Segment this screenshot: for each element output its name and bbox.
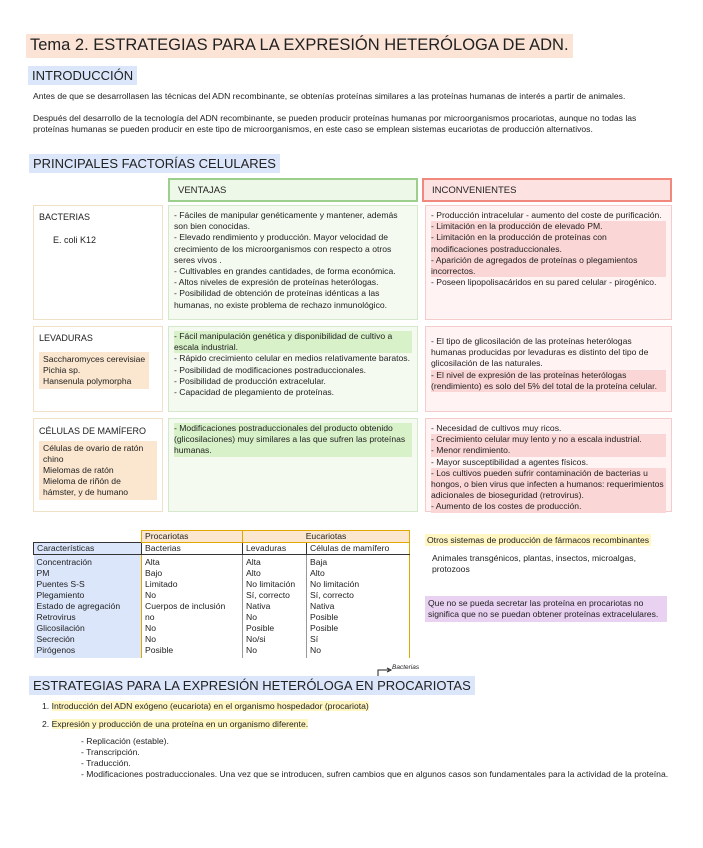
table-cell: No bbox=[145, 623, 156, 633]
mamifero-inconveniente-4: - Mayor susceptibilidad a agentes físicos. bbox=[431, 456, 589, 467]
estrategias-item-1-text: Introducción del ADN exógeno (eucariota) en el organismo hospedador (procariota) bbox=[51, 701, 369, 711]
bacterias-ventajas bbox=[168, 205, 418, 320]
char-concentracion: Concentración bbox=[36, 557, 92, 567]
char-glicosilacion: Glicosilación bbox=[36, 623, 85, 633]
table-cell: Sí bbox=[310, 634, 319, 644]
estrategias-item-1: 1. Introducción del ADN exógeno (eucariota) en el organismo hospedador (procariota) bbox=[42, 701, 369, 711]
bacterias-inconveniente-5: - Poseen lipopolisacáridos en su pared celular - pirogénico. bbox=[431, 277, 657, 288]
table-cell: No limitación bbox=[310, 579, 360, 589]
levaduras-ventaja-4: - Posibilidad de producción extracelular. bbox=[174, 375, 326, 386]
table-cell: Posible bbox=[310, 623, 339, 633]
otros-note: Que no se pueda secretar las proteína en procariotas no significa que no se puedan obtener proteínas extracelulares. bbox=[425, 596, 667, 622]
list-item: - Transcripción. bbox=[81, 747, 140, 757]
estrategias-item-2: 2. Expresión y producción de una proteína en un organismo diferente. bbox=[42, 719, 309, 729]
list-item: - Traducción. bbox=[81, 758, 131, 768]
table-cell: Posible bbox=[246, 623, 275, 633]
table-cell: Alto bbox=[246, 568, 261, 578]
mamifero-inconveniente-2: - Crecimiento celular muy lento y no a escala industrial. bbox=[431, 434, 666, 445]
row-bacterias-label-box bbox=[33, 205, 163, 320]
table-cell: No bbox=[246, 612, 257, 622]
levaduras-column bbox=[243, 555, 307, 659]
estrategias-item-2-text: Expresión y producción de una proteína en un organismo diferente. bbox=[51, 719, 309, 729]
bacterias-ventaja-3: - Cultivables en grandes cantidades, de forma económica. bbox=[174, 266, 396, 277]
mamifero-example-2: Mielomas de ratón bbox=[43, 465, 114, 476]
char-agregacion: Estado de agregación bbox=[36, 601, 121, 611]
table-cell: Nativa bbox=[246, 601, 271, 611]
table-cell: Bajo bbox=[145, 568, 163, 578]
mamifero-example-1: Células de ovario de ratón chino bbox=[43, 443, 144, 465]
table-cell: No bbox=[246, 645, 257, 655]
table-cell: No limitación bbox=[246, 579, 296, 589]
mamifero-ventaja-1: - Modificaciones postraduccionales del producto obtenido (glicosilaciones) muy similares a las que sufren las proteínas humanas. bbox=[174, 423, 412, 457]
factorias-heading: PRINCIPALES FACTORÍAS CELULARES bbox=[29, 154, 280, 173]
bacterias-inconvenientes bbox=[425, 205, 672, 320]
char-secrecion: Secreción bbox=[36, 634, 75, 644]
table-cell: Cuerpos de inclusión bbox=[145, 601, 226, 611]
levaduras-example-2: Pichia sp. bbox=[43, 365, 81, 376]
levaduras-ventaja-5: - Capacidad de plegamiento de proteínas. bbox=[174, 387, 335, 398]
mamifero-inconveniente-6: - Aumento de los costes de producción. bbox=[431, 501, 666, 512]
levaduras-ventaja-2: - Rápido crecimiento celular en medios relativamente baratos. bbox=[174, 353, 410, 364]
col-header-bacterias: Bacterias bbox=[142, 543, 243, 555]
table-body-row bbox=[34, 555, 410, 659]
levaduras-examples bbox=[39, 352, 149, 389]
row-bacterias-example: E. coli K12 bbox=[53, 235, 97, 246]
table-cell: No bbox=[310, 645, 321, 655]
estrategias-heading: ESTRATEGIAS PARA LA EXPRESIÓN HETERÓLOGA EN PROCARIOTAS bbox=[29, 676, 475, 695]
characteristics-cell bbox=[34, 555, 142, 659]
mamifero-inconveniente-1: - Necesidad de cultivos muy ricos. bbox=[431, 423, 562, 433]
row-mamifero-label-box bbox=[33, 418, 163, 512]
inconvenientes-header: INCONVENIENTES bbox=[422, 178, 672, 202]
list-item: - Modificaciones postraduccionales. Una vez que se introducen, sufren cambios que en algunos casos son fundamentales para la actividad de la proteína. bbox=[81, 769, 669, 779]
row-mamifero-name: CÉLULAS DE MAMÍFERO bbox=[39, 426, 147, 436]
row-levaduras-label-box bbox=[33, 326, 163, 412]
bacterias-inconveniente-3: - Limitación en la producción de proteínas con modificaciones postraduccionales. bbox=[431, 232, 666, 254]
annotation-bacterias: Bacterias bbox=[392, 664, 420, 671]
group-header-eucariotas: Eucariotas bbox=[243, 531, 410, 543]
table-header-row bbox=[34, 543, 410, 555]
table-cell: Limitado bbox=[145, 579, 178, 589]
group-header-procariotas: Procariotas bbox=[142, 531, 243, 543]
levaduras-ventajas bbox=[168, 326, 418, 412]
estrategias-sublist bbox=[81, 736, 681, 780]
table-cell: Nativa bbox=[310, 601, 335, 611]
bacterias-inconveniente-2: - Limitación en la producción de elevado PM. bbox=[431, 221, 666, 232]
mamifero-example-3: Mieloma de riñón de hámster, y de humano bbox=[43, 476, 129, 498]
levaduras-ventaja-3: - Posibilidad de modificaciones postraduccionales. bbox=[174, 364, 367, 375]
bacterias-ventaja-1: - Fáciles de manipular genéticamente y mantener, además son bien conocidas. bbox=[174, 210, 398, 232]
ventajas-header: VENTAJAS bbox=[168, 178, 418, 202]
levaduras-inconvenientes bbox=[425, 326, 672, 412]
char-pm: PM bbox=[36, 568, 50, 578]
char-pirogenos: Pirógenos bbox=[36, 645, 76, 655]
levaduras-example-3: Hansenula polymorpha bbox=[43, 376, 132, 387]
otros-heading: Otros sistemas de producción de fármacos recombinantes bbox=[427, 535, 650, 545]
table-cell: no bbox=[145, 612, 155, 622]
col-header-mamifero: Células de mamífero bbox=[307, 543, 410, 555]
otros-text: Animales transgénicos, plantas, insectos, microalgas, protozoos bbox=[432, 553, 636, 574]
table-group-header-row bbox=[34, 531, 410, 543]
mamifero-ventajas bbox=[168, 418, 418, 512]
table-cell: Posible bbox=[145, 645, 174, 655]
bacterias-ventaja-4: - Altos niveles de expresión de proteínas heterólogas. bbox=[174, 277, 379, 288]
page-title: Tema 2. ESTRATEGIAS PARA LA EXPRESIÓN HETERÓLOGA DE ADN. bbox=[26, 34, 573, 58]
mamifero-inconveniente-5: - Los cultivos pueden sufrir contaminación de bacterias u hongos, o bien virus que infecten a humanos: requerimientos adicionales de bioseguridad (retrovirus). bbox=[431, 468, 666, 502]
row-levaduras-name: LEVADURAS bbox=[39, 333, 93, 343]
col-header-levaduras: Levaduras bbox=[243, 543, 307, 555]
table-cell: Alta bbox=[246, 557, 261, 567]
char-plegamiento: Plegamiento bbox=[36, 590, 85, 600]
bacterias-inconveniente-1: - Producción intracelular - aumento del coste de purificación. bbox=[431, 210, 662, 220]
mamifero-inconveniente-3: - Menor rendimiento. bbox=[431, 445, 666, 456]
bacterias-column bbox=[142, 555, 243, 659]
levaduras-inconveniente-2: - El nivel de expresión de las proteínas heterólogas (rendimiento) es solo del 5% del total de la proteína celular. bbox=[431, 370, 666, 392]
table-cell: Alto bbox=[310, 568, 325, 578]
col-header-caracteristicas: Características bbox=[34, 543, 142, 555]
table-cell: No bbox=[145, 590, 156, 600]
comparison-table-wrapper bbox=[33, 530, 410, 658]
mamifero-examples bbox=[39, 441, 157, 500]
table-cell: No bbox=[145, 634, 156, 644]
list-item: - Replicación (estable). bbox=[81, 736, 169, 746]
char-puentes: Puentes S-S bbox=[36, 579, 85, 589]
table-cell: Baja bbox=[310, 557, 328, 567]
table-cell: Sí, correcto bbox=[246, 590, 290, 600]
mamifero-column bbox=[307, 555, 410, 659]
table-cell: Sí, correcto bbox=[310, 590, 354, 600]
char-retrovirus: Retrovirus bbox=[36, 612, 76, 622]
levaduras-example-1: Saccharomyces cerevisiae bbox=[43, 354, 146, 365]
comparison-table bbox=[33, 530, 410, 658]
mamifero-inconvenientes bbox=[425, 418, 672, 512]
levaduras-inconveniente-1: - El tipo de glicosilación de las proteínas heterólogas humanas producidas por levaduras es distinto del tipo de glicosilación de las naturales. bbox=[431, 336, 649, 369]
levaduras-ventaja-1: - Fácil manipulación genética y disponibilidad de cultivo a escala industrial. bbox=[174, 331, 412, 353]
intro-paragraph-1: Antes de que se desarrollasen las técnicas del ADN recombinante, se obtenías proteínas similares a las proteínas humanas de interés a partir de animales. bbox=[33, 91, 626, 101]
bacterias-ventaja-2: - Elevado rendimiento y producción. Mayor velocidad de crecimiento de los microorganismos con respecto a otros seres vivos . bbox=[174, 232, 392, 265]
row-bacterias-name: BACTERIAS bbox=[39, 212, 91, 222]
bacterias-inconveniente-4: - Aparición de agregados de proteínas o plegamientos incorrectos. bbox=[431, 255, 666, 277]
intro-heading: INTRODUCCIÓN bbox=[28, 66, 137, 85]
table-cell: No/si bbox=[246, 634, 266, 644]
bacterias-ventaja-5: - Posibilidad de obtención de proteínas idénticas a las humanas, no existe problema de rechazo inmunológico. bbox=[174, 288, 388, 310]
table-cell: Alta bbox=[145, 557, 160, 567]
intro-paragraph-2: Después del desarrollo de la tecnología del ADN recombinante, se pueden producir proteínas humanas por microorganismos procariotas, aunque no todas las proteínas humanas se pueden producir en este tipo de microorganismos, en este caso se emplean sistemas eucariotas de producción alternativos. bbox=[33, 113, 637, 134]
table-cell: Posible bbox=[310, 612, 339, 622]
